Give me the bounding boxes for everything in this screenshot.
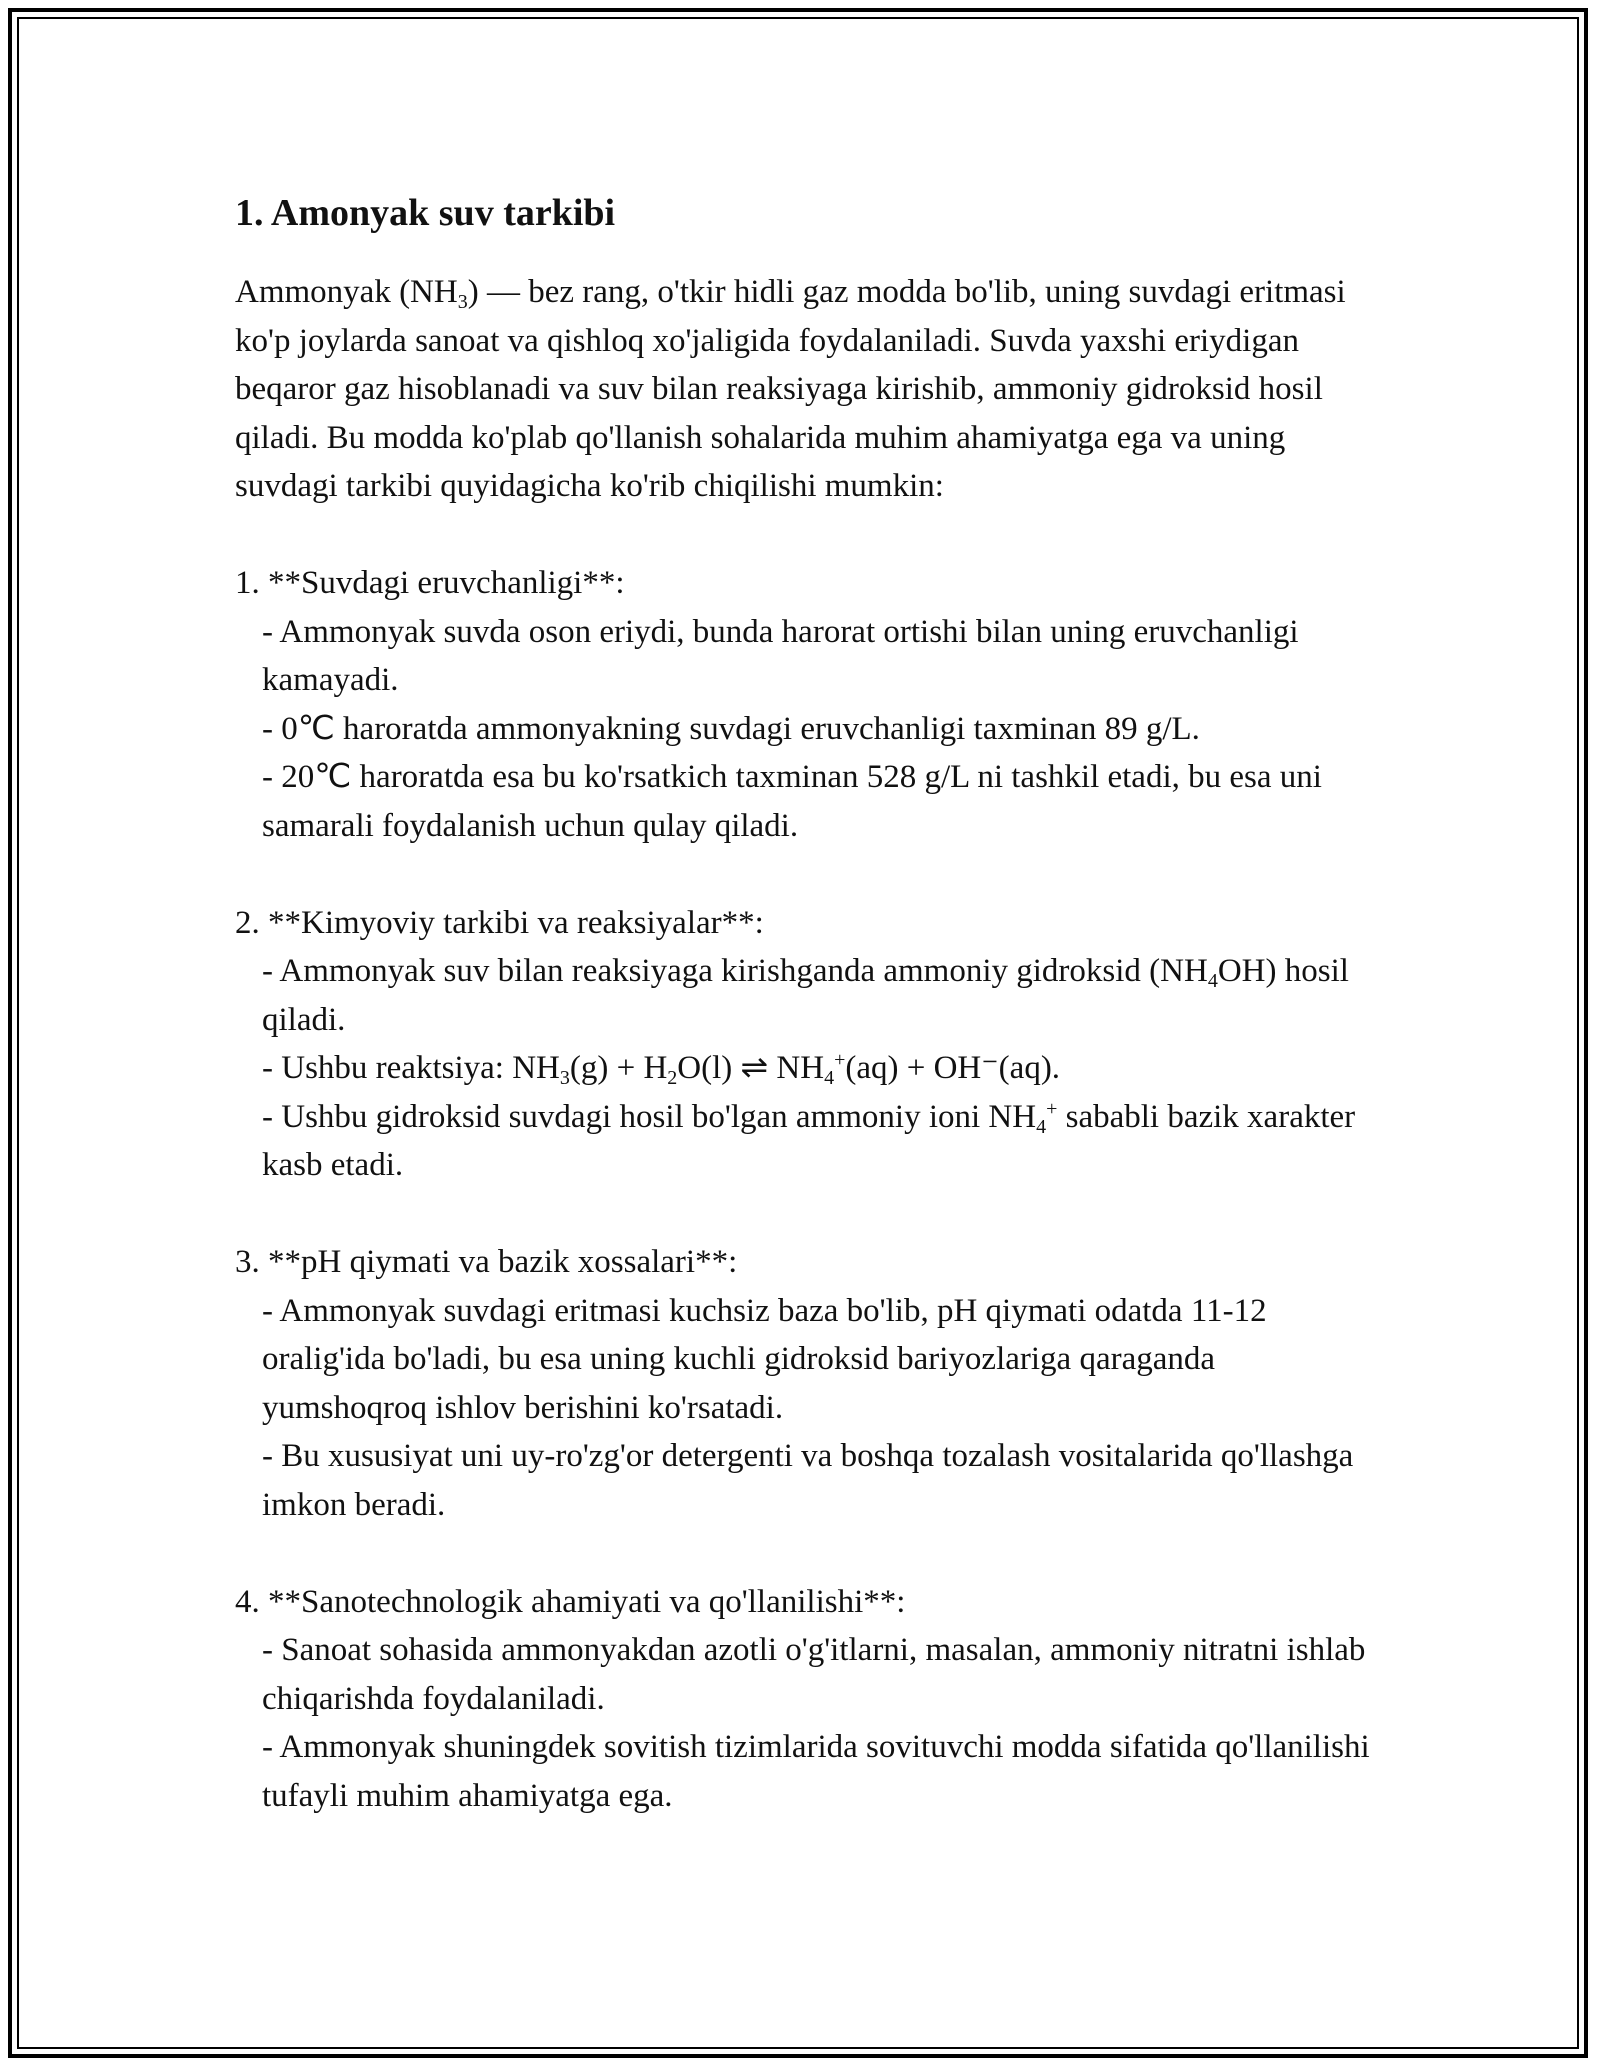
- s2-b1-text-b: OH) hosil qiladi.: [262, 953, 1349, 1038]
- s2-b2-subscript-3: 4: [824, 1067, 835, 1089]
- s2-b2-superscript: +: [834, 1049, 846, 1071]
- paragraph-gap: [235, 1529, 1380, 1578]
- section-2-bullet-1: [235, 947, 1380, 1044]
- intro-text-a: Ammonyak (NH: [235, 274, 458, 310]
- s2-b2-subscript-1: 3: [559, 1067, 570, 1089]
- document-body: [235, 268, 1380, 1820]
- s2-b2-subscript-2: 2: [667, 1067, 678, 1089]
- s2-b2-text-b: (g) + H: [569, 1050, 668, 1086]
- section-2-bullet-3: [235, 1093, 1380, 1190]
- section-4-bullet-2: - Ammonyak shuningdek sovitish tizimlarida sovituvchi modda sifatida qo'llanilishi tufayli muhim ahamiyatga ega.: [262, 1729, 1370, 1814]
- document-content: [235, 188, 1380, 1820]
- section-2-bullet-2: [235, 1044, 1380, 1093]
- s2-b3-text-b: sababli bazik xarakter kasb etadi.: [262, 1098, 1356, 1183]
- section-3-bullet-2: - Bu xususiyat uni uy-ro'zg'or detergenti va boshqa tozalash vositalarida qo'llashga imkon beradi.: [262, 1438, 1354, 1523]
- section-3-bullet-1: - Ammonyak suvdagi eritmasi kuchsiz baza bo'lib, pH qiymati odatda 11-12 oralig'ida bo'ladi, bu esa uning kuchli gidroksid bariyozlariga qaraganda yumshoqroq ishlov berishini ko'rsatadi.: [262, 1292, 1267, 1426]
- section-1-heading: 1. **Suvdagi eruvchanligi**:: [235, 565, 625, 601]
- document-title: 1. Amonyak suv tarkibi: [235, 192, 616, 234]
- paragraph-gap: [235, 511, 1380, 560]
- section-1-bullet-1: - Ammonyak suvda oson eriydi, bunda harorat ortishi bilan uning eruvchanligi kamayadi.: [262, 613, 1299, 698]
- paragraph-gap: [235, 1190, 1380, 1239]
- intro-paragraph: [235, 268, 1380, 511]
- section-3-heading: 3. **pH qiymati va bazik xossalari**:: [235, 1244, 738, 1280]
- section-2-heading: 2. **Kimyoviy tarkibi va reaksiyalar**:: [235, 904, 764, 941]
- s2-b3-subscript: 4: [1036, 1115, 1047, 1138]
- section-1-bullet-3: - 20℃ haroratda esa bu ko'rsatkich taxminan 528 g/L ni tashkil etadi, bu esa uni samarali foydalanish uchun qulay qiladi.: [262, 759, 1322, 844]
- s2-b1-text-a: - Ammonyak suv bilan reaksiyaga kirishganda ammoniy gidroksid (NH: [262, 953, 1208, 989]
- s2-b2-text-a: - Ushbu reaktsiya: NH: [262, 1050, 560, 1086]
- s2-b1-subscript: 4: [1207, 970, 1218, 992]
- s2-b2-text-d: (aq) + OH⁻(aq).: [845, 1050, 1061, 1086]
- s2-b3-text-a: - Ushbu gidroksid suvdagi hosil bo'lgan ammoniy ioni NH: [262, 1098, 1037, 1135]
- intro-subscript: 3: [457, 291, 468, 313]
- intro-text-b: ) — bez rang, o'tkir hidli gaz modda bo'lib, uning suvdagi eritmasi ko'p joylarda sanoat va qishloq xo'jaligida foydalaniladi. Suvda yaxshi eriydigan beqaror gaz hisoblanadi va suv bilan reaksiyaga kirishib, ammoniy gidroksid hosil qiladi. Bu modda ko'plab qo'llanish sohalarida muhim ahamiyatga ega va uning suvdagi tarkibi quyidagicha ko'rib chiqilishi mumkin:: [235, 274, 1346, 504]
- s2-b3-superscript: +: [1046, 1097, 1058, 1120]
- s2-b2-text-c: O(l) ⇌ NH: [677, 1050, 825, 1086]
- section-4-bullet-1: - Sanoat sohasida ammonyakdan azotli o'g'itlarni, masalan, ammoniy nitratni ishlab chiqarishda foydalaniladi.: [262, 1632, 1366, 1717]
- paragraph-gap: [235, 850, 1380, 899]
- section-1-bullet-2: - 0℃ haroratda ammonyakning suvdagi eruvchanligi taxminan 89 g/L.: [262, 710, 1200, 747]
- section-4-heading: 4. **Sanotechnologik ahamiyati va qo'llanilishi**:: [235, 1583, 906, 1620]
